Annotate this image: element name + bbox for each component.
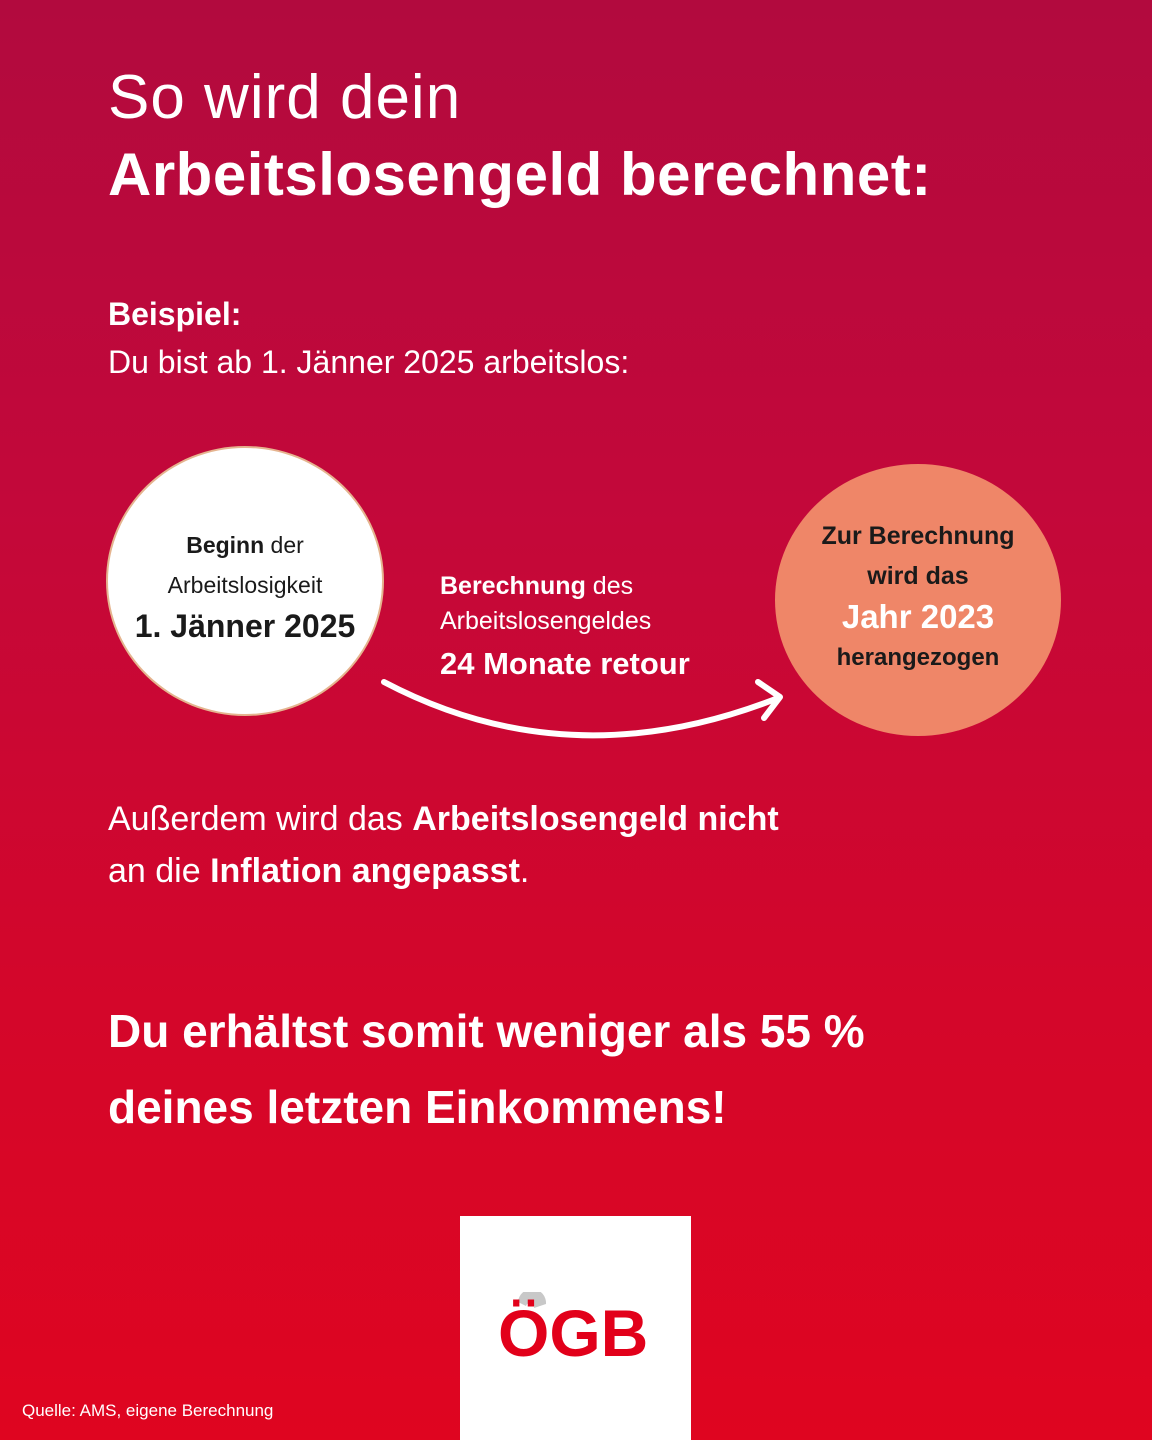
source-note: Quelle: AMS, eigene Berechnung [22,1401,274,1420]
year-circle-line2: wird das [867,562,969,590]
ogb-logo [496,1292,656,1372]
start-circle-line2: Arbeitslosigkeit [167,572,323,598]
inflation-bold1: Arbeitslosengeld nicht [412,800,779,838]
inflation-part2: an die [108,852,211,890]
year-circle-line4: herangezogen [836,644,1000,671]
inflation-bold2: Inflation angepasst [210,852,520,890]
start-circle-bold-word: Beginn [186,532,265,558]
example-text: Du bist ab 1. Jänner 2025 arbeitslos: [108,344,630,380]
start-circle-rest: der [264,532,304,558]
inflation-part1: Außerdem wird das [108,800,413,838]
start-circle [106,446,384,716]
calculation-line1 [440,572,690,601]
inflation-note-line1 [108,800,779,839]
start-circle-line1 [108,532,382,559]
year-circle-line1: Zur Berechnung [821,522,1015,550]
page-title-line2: Arbeitslosengeld berechnet: [108,141,932,208]
start-circle-date: 1. Jänner 2025 [134,608,356,644]
conclusion-line2: deines letzten Einkommens! [108,1081,727,1133]
inflation-note-line2 [108,852,529,891]
year-circle-year: Jahr 2023 [841,598,995,635]
inflation-part3: . [519,852,530,890]
curved-arrow-icon [370,660,800,760]
logo-text: ÖGB [498,1296,649,1370]
logo-box [460,1216,691,1440]
calculation-rest: des [585,572,634,600]
year-circle [775,464,1061,736]
example-label: Beispiel: [108,296,242,332]
page-title-line1: So wird dein [108,63,462,132]
calculation-bold-word: Berechnung [440,572,586,600]
conclusion-line1: Du erhältst somit weniger als 55 % [108,1005,865,1057]
calculation-line2: Arbeitslosengeldes [440,607,652,635]
calculation-period: 24 Monate retour [440,646,690,681]
